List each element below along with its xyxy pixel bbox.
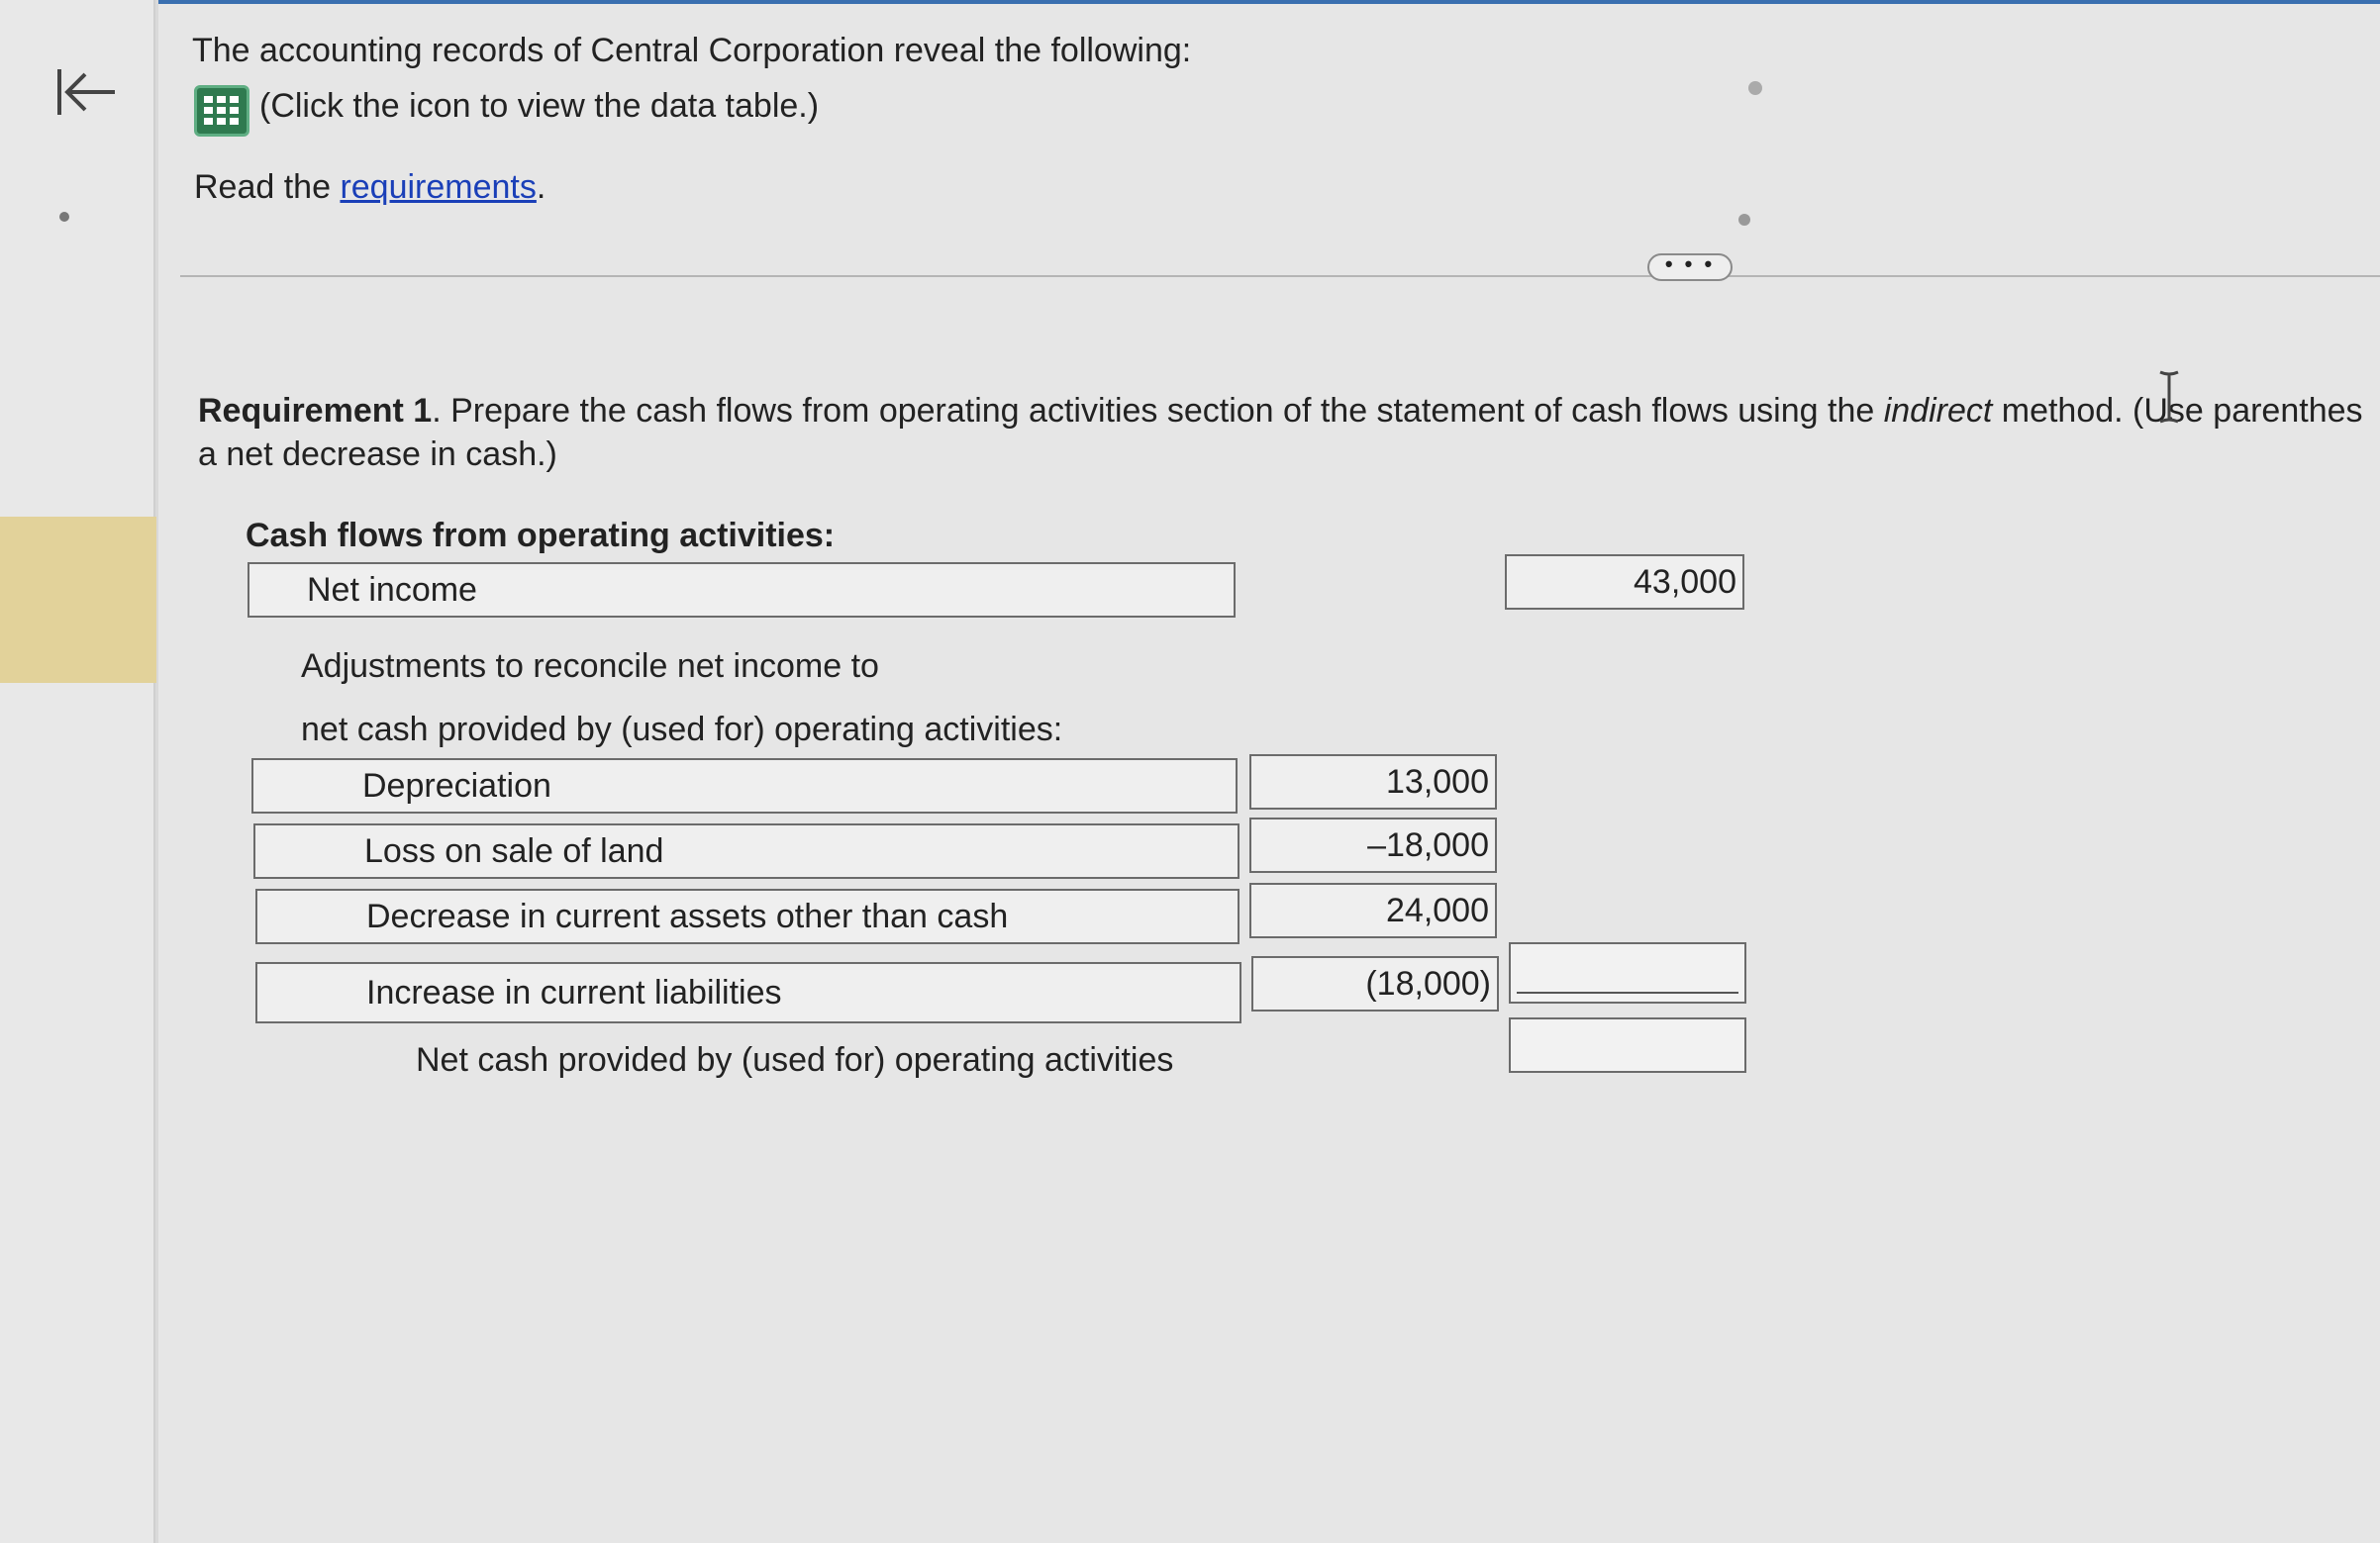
- adjustment-label: Decrease in current assets other than cash: [366, 898, 1009, 935]
- adjustment-value-field-depreciation[interactable]: [1249, 754, 1497, 810]
- section-divider: [180, 275, 2380, 277]
- rail-highlight: [0, 517, 156, 683]
- data-table-hint: (Click the icon to view the data table.): [259, 87, 820, 125]
- requirement-text-a: . Prepare the cash flows from operating activities section of the statement of cash flows using the: [432, 392, 1884, 430]
- requirement-text-b: method. (Use parenthes: [1992, 392, 2363, 430]
- screen-speck: [1748, 81, 1762, 95]
- screen-speck: [59, 212, 69, 222]
- adjustment-label: Loss on sale of land: [364, 832, 664, 870]
- section-heading: Cash flows from operating activities:: [246, 517, 836, 554]
- adjustment-value-field-current-liabilities[interactable]: [1251, 956, 1499, 1012]
- net-cash-field[interactable]: [1509, 1017, 1746, 1073]
- adjustment-value: 13,000: [1386, 763, 1489, 801]
- adjustment-value-field-current-assets[interactable]: [1249, 883, 1497, 938]
- requirement-line-2: a net decrease in cash.): [198, 435, 557, 473]
- text-cursor-icon: [2156, 368, 2182, 426]
- net-income-value-field[interactable]: [1505, 554, 1744, 610]
- net-cash-label: Net cash provided by (used for) operating activities: [416, 1041, 1174, 1079]
- adjustment-label-field-loss-on-sale[interactable]: [253, 823, 1240, 879]
- adjustments-line-2: net cash provided by (used for) operating activities:: [301, 711, 1063, 748]
- net-income-label-field[interactable]: [248, 562, 1236, 618]
- adjustment-label-field-current-liabilities[interactable]: [255, 962, 1241, 1023]
- screen-speck: [1738, 214, 1750, 226]
- adjustment-label-field-depreciation[interactable]: [251, 758, 1238, 814]
- net-income-value: 43,000: [1634, 563, 1736, 601]
- left-rail: [0, 0, 155, 1543]
- adjustment-label: Increase in current liabilities: [366, 974, 782, 1012]
- read-suffix: .: [536, 168, 546, 206]
- adjustment-value: –18,000: [1367, 826, 1489, 864]
- requirements-link[interactable]: requirements: [340, 168, 537, 206]
- collapse-left-icon[interactable]: [51, 61, 121, 131]
- adjustment-label-field-current-assets[interactable]: [255, 889, 1240, 944]
- intro-text: The accounting records of Central Corporation reveal the following:: [192, 32, 1192, 69]
- requirement-title: Requirement 1: [198, 392, 433, 430]
- adjustments-line-1: Adjustments to reconcile net income to: [301, 647, 879, 685]
- requirement-italic: indirect: [1883, 392, 1993, 430]
- adjustment-value-field-loss-on-sale[interactable]: [1249, 818, 1497, 873]
- data-table-icon[interactable]: [194, 85, 249, 137]
- more-button[interactable]: • • •: [1647, 253, 1733, 281]
- adjustment-label: Depreciation: [362, 767, 551, 805]
- subtotal-underline: [1517, 992, 1738, 994]
- adjustment-value: 24,000: [1386, 892, 1489, 929]
- top-bar: [158, 0, 2380, 4]
- net-income-label: Net income: [307, 571, 477, 609]
- read-prefix: Read the: [194, 168, 341, 206]
- adjustment-value: (18,000): [1365, 965, 1491, 1003]
- total-adjustments-field[interactable]: [1509, 942, 1746, 1004]
- read-requirements-line: [194, 168, 545, 207]
- requirement-line-1: [198, 392, 2363, 431]
